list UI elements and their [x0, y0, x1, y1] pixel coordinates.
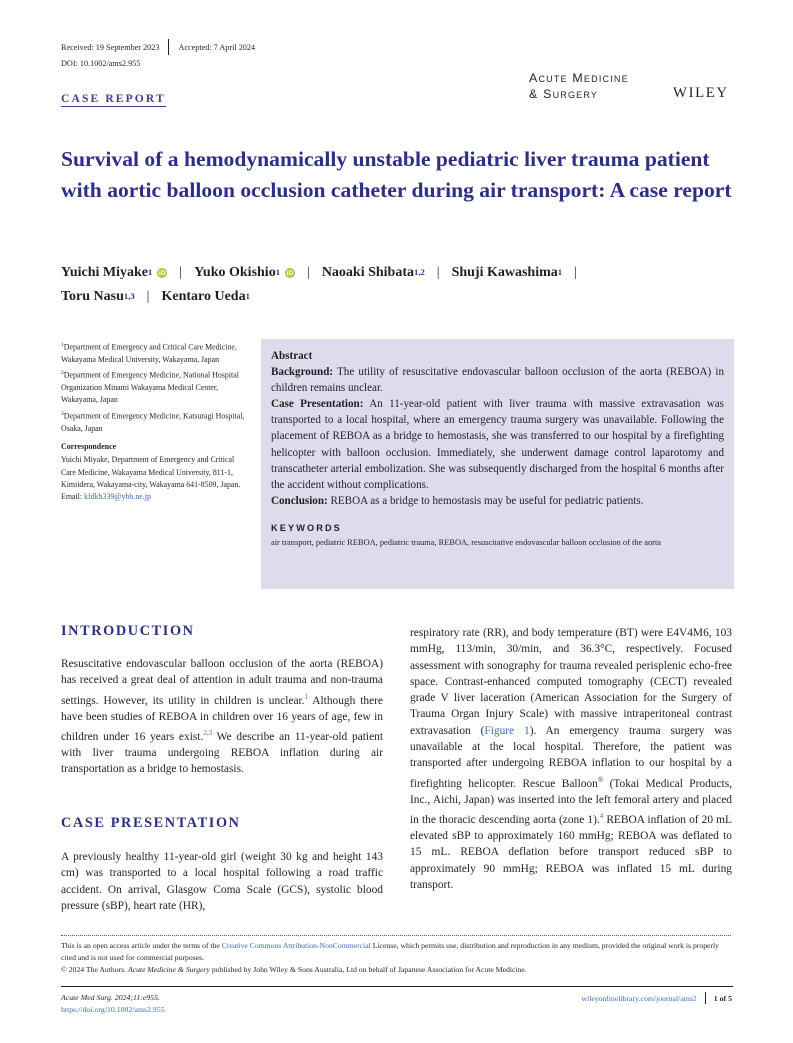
keywords-heading: KEYWORDS [271, 522, 342, 533]
doi-link[interactable]: https://doi.org/10.1002/ams2.955 [61, 1005, 165, 1014]
section-heading-introduction: INTRODUCTION [61, 623, 195, 639]
correspondence-heading: Correspondence [61, 441, 117, 451]
affiliations [61, 339, 251, 504]
citation-ref[interactable]: 2,3 [203, 728, 213, 737]
journal-name-line2: & Surgery [529, 87, 599, 101]
author-separator: | [146, 289, 150, 304]
orcid-icon[interactable]: iD [158, 269, 166, 277]
journal-site-link[interactable]: wileyonlinelibrary.com/journal/ams2 [581, 993, 697, 1003]
author-affiliation-marker[interactable]: 1 [275, 267, 280, 277]
email-link[interactable]: kfdkh339@ybb.ne.jp [84, 491, 151, 501]
intro-paragraph: Resuscitative endovascular balloon occlusion of the aorta (REBOA) has received a great deal of attention in adult trauma and non-trauma settings. However, its utility in children is unclear.$^1$ Although there have been studies of REBOA in children over 16 years of age, few in children under 16 years exist.$^{2,3}$ We describe an 11-year-old patient with liver trauma undergoing REBOA inflation during air transportation as a bridge to hemostasis. [61, 658, 384, 776]
orcid-icon[interactable]: iD [286, 269, 294, 277]
publisher-logo: WILEY [673, 85, 729, 101]
received-date: Received: 19 September 2023 [61, 42, 160, 52]
citation-text: Acute Med Surg. 2024;11:e955. [61, 993, 160, 1002]
author-separator: | [574, 265, 577, 280]
figure-link[interactable]: Figure 1 [484, 724, 530, 737]
accepted-date: Accepted: 7 April 2024 [178, 42, 256, 52]
affiliation-item: $^2$Department of Emergency Medicine, National Hospital Organization Minami Wakayama Medical Center, Wakayama, Japan [61, 370, 239, 405]
author-affiliation-marker[interactable]: 1 [148, 267, 153, 277]
divider [705, 992, 706, 1004]
abstract-box [261, 339, 734, 589]
section-heading-case-presentation: CASE PRESENTATION [61, 815, 241, 831]
author-line-2 [61, 289, 250, 305]
author-separator: | [307, 265, 310, 280]
author-affiliation-marker[interactable]: 1,2 [414, 267, 425, 277]
article-doi: DOI: 10.1002/ams2.955 [61, 59, 141, 68]
case-paragraph-continued: respiratory rate (RR), and body temperature (BT) were E4V4M6, 103 mmHg, 113/min, 30/min, and 36.3°C, respectively. Focused assessment with sonography for trauma revealed perisplenic echo-free space. Contrast-enhanced computed tomography (CECT) revealed grade V liver laceration (American Association for the Surgery of Trauma Organ Injury Scale) with massive intraperitoneal contrast extravasation (Figure 1). An emergency trauma surgery was unavailable at the local hospital. Therefore, the patient was transported after undergoing REBOA inflation to our hospital by a firefighting helicopter. Rescue Balloon® (Tokai Medical Products, Inc., Aichi, Japan) was inserted into the left femoral artery and placed in the thoracic descending aorta (zone 1).$^4$ REBOA inflation of 20 mL elevated sBP to approximately 160 mmHg; REBOA was deflated to 15 mL. REBOA deflation before transport reduced sBP to approximately 90 mmHg; REBOA was inflated 15 mL during transport. [410, 627, 732, 892]
cc-license-link[interactable]: Creative Commons Attribution-NonCommercial [221, 941, 371, 950]
author-name[interactable]: Kentaro Ueda [161, 289, 246, 304]
article-title: Survival of a hemodynamically unstable pediatric liver trauma patient with aortic balloon occlusion catheter during air transport: A case report [61, 147, 732, 202]
abstract-case: Case Presentation: An 11-year-old patient with liver trauma with massive extravasation was transported to a local hospital, where an emergency trauma surgery was unavailable. Following the placement of REBOA as a bridge to hemostasis, she was transferred to our hospital by a firefighting helicopter with balloon occlusion. Immediately, she underwent damage control laparotomy and transcatheter arterial embolization. She was subsequently discharged from the hospital 6 months after the accident without complications. [271, 398, 724, 491]
author-affiliation-marker[interactable]: 1 [245, 291, 250, 301]
author-name[interactable]: Yuko Okishio [194, 265, 276, 280]
abstract-heading: Abstract [271, 350, 313, 362]
license-text: This is an open access article under the terms of the Creative Commons Attribution-NonCommercial License, which permits use, distribution and reproduction in any medium, provided the original work is properly cited and is not used for commercial purposes. © 2024 The Authors. Acute Medicine & Surgery published by John Wiley & Sons Australia, Ltd on behalf of Japanese Association for Acute Medicine. [61, 941, 719, 974]
author-name[interactable]: Shuji Kawashima [451, 265, 558, 280]
abstract-conclusion: Conclusion: REBOA as a bridge to hemostasis may be useful for pediatric patients. [271, 494, 644, 507]
abstract-background: Background: The utility of resuscitative endovascular balloon occlusion of the aorta (REBOA) in children remains unclear. [271, 366, 724, 395]
citation-ref[interactable]: 1 [304, 692, 309, 701]
article-type-label: CASE REPORT [61, 92, 166, 105]
author-affiliation-marker[interactable]: 1,3 [123, 291, 135, 301]
footer-right [581, 992, 732, 1004]
license-divider [61, 935, 731, 936]
affiliation-item: $^3$Department of Emergency Medicine, Katsuragi Hospital, Osaka, Japan [61, 410, 245, 433]
affiliation-item: $^1$Department of Emergency and Critical Care Medicine, Wakayama Medical University, Wakayama, Japan [61, 342, 237, 364]
article-dates [61, 39, 255, 55]
journal-name [529, 70, 629, 102]
author-separator: | [436, 265, 440, 280]
author-name[interactable]: Naoaki Shibata [321, 265, 415, 280]
keywords-list: air transport, pediatric REBOA, pediatric trauma, REBOA, resuscitative endovascular balloon occlusion of the aorta [271, 537, 662, 547]
author-line-1 [61, 265, 589, 281]
registered-mark: ® [597, 775, 604, 784]
author-name[interactable]: Yuichi Miyake [61, 265, 148, 280]
divider [168, 39, 169, 55]
footer-divider [61, 986, 733, 987]
case-paragraph: A previously healthy 11-year-old girl (weight 30 kg and height 143 cm) was transported to a local hospital following a road traffic accident. On arrival, Glasgow Coma Scale (GCS), systolic blood pressure (sBP), heart rate (HR), [61, 851, 383, 912]
citation-ref[interactable]: 4 [599, 812, 604, 821]
correspondence-text: Yuichi Miyake, Department of Emergency and Critical Care Medicine, Wakayama Medical University, 811-1, Kimiidera, Wakayama-city, Wakayama 641-8509, Japan. Email: kfdkh339@ybb.ne.jp [61, 455, 241, 501]
page-number: 1 of 5 [713, 993, 732, 1003]
journal-name-line1: Acute Medicine [529, 71, 629, 85]
footer-citation [61, 992, 165, 1016]
author-separator: | [179, 265, 183, 280]
author-affiliation-marker[interactable]: 1 [557, 267, 563, 277]
author-name[interactable]: Toru Nasu [61, 289, 124, 304]
